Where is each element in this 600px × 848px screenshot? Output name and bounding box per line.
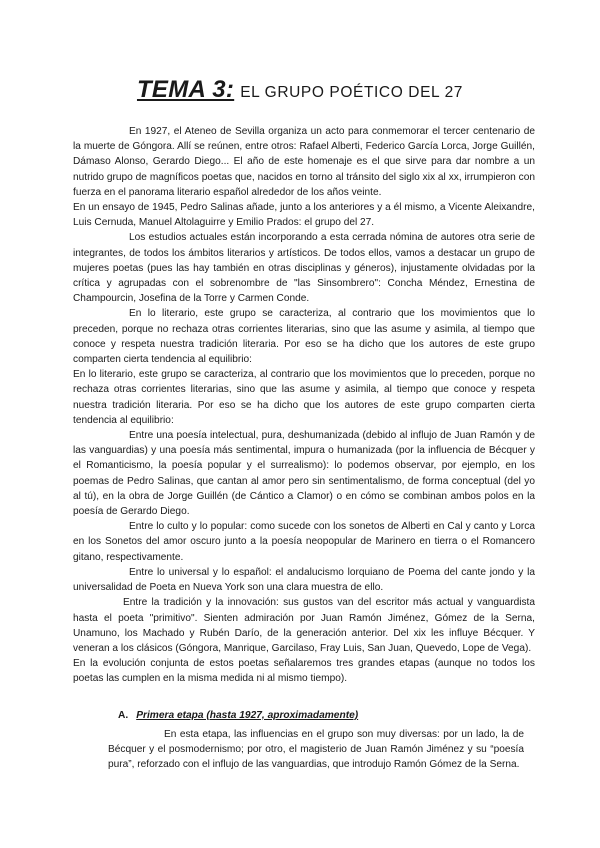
title-main: TEMA 3: [136,76,235,103]
section-title: Primera etapa (hasta 1927, aproximadamente) [136,710,359,721]
document-body [73,124,535,687]
paragraph: En esta etapa, las influencias en el grupo son muy diversas: por un lado, la de Bécquer y el posmodernismo; por otro, el magisterio de Juan Ramón Jiménez y su “poesía pura”, reforzado con el influjo de las vanguardias, que introdujo Ramón Gómez de la Serna. [108,729,524,771]
section-letter: A. [118,710,129,721]
paragraph: Entre una poesía intelectual, pura, deshumanizada (debido al influjo de Juan Ramón y de las vanguardias) y una poesía más sentimental, impura o humanizada (por la influencia de Bécquer y el Romanticismo, la poesía popular y el surrealismo): lo podemos observar, por ejemplo, en los poemas de Pedro Salinas, que cantan al amor pero sin sentimentalismo, de forma conceptual (del yo al tú), en la obra de Jorge Guillén (de Cántico a Clamor) o en cómo se combinan ambos polos en la poesía de Gerardo Diego. [73,430,535,518]
paragraph: Entre lo culto y lo popular: como sucede con los sonetos de Alberti en Cal y canto y Lorca en los Sonetos del amor oscuro junto a la poesía neopopular de Marinero en tierra o el Romancero gitano, respectivamente. [73,521,535,563]
page-title [0,76,600,107]
title-subtitle: EL GRUPO POÉTICO DEL 27 [240,84,464,101]
paragraph: Los estudios actuales están incorporando a esta cerrada nómina de autores otra serie de integrantes, de todos los ámbitos literarios y artísticos. De todos ellos, vamos a destacar un grupo de mujeres poetas (pues las hay también en otras disciplinas y géneros), injustamente olvidadas por la crítica y agrupadas con el sobrenombre de "las Sinsombrero": Concha Méndez, Ernestina de Champourcin, Josefina de la Torre y Carmen Conde. [73,232,535,305]
paragraph: En la evolución conjunta de estos poetas señalaremos tres grandes etapas (aunque no todos los poetas las cumplen en la misma medida ni al mismo tiempo). [73,658,535,685]
paragraph: En lo literario, este grupo se caracteriza, al contrario que los movimientos que lo preceden, porque no rechaza otras corrientes literarias, sino que las asume y asimila, al tiempo que conoce y respeta nuestra tradición literaria. Por eso se ha dicho que los autores de este grupo comparten cierta tendencia al equilibrio: [73,369,535,426]
paragraph: En un ensayo de 1945, Pedro Salinas añade, junto a los anteriores y a él mismo, a Vicente Aleixandre, Luis Cernuda, Manuel Altolaguirre y Emilio Prados: el grupo del 27. [73,202,535,229]
paragraph: En 1927, el Ateneo de Sevilla organiza un acto para conmemorar el tercer centenario de la muerte de Góngora. Allí se reúnen, entre otros: Rafael Alberti, Federico García Lorca, Jorge Guillén, Dámaso Alonso, Gerardo Diego... El año de este homenaje es el que sirve para dar nombre a un nutrido grupo de magníficos poetas que, nacidos en torno al tránsito del siglo xix al xx, irrumpieron con fuerza en el panorama literario español alrededor de los años veinte. [73,126,535,198]
paragraph: Entre la tradición y la innovación: sus gustos van del escritor más actual y vanguardista hasta el poeta "primitivo". Sienten admiración por Juan Ramón Jiménez, Gómez de la Serna, Unamuno, los Machado y Rubén Darío, de la generación anterior. Del xix les influye Bécquer. Y veneran a los clásicos (Góngora, Manrique, Garcilaso, Fray Luis, San Juan, Quevedo, Lope de Vega). [73,597,535,654]
section-heading-a [118,710,358,721]
section-a-body [108,727,524,773]
paragraph: Entre lo universal y lo español: el andalucismo lorquiano de Poema del cante jondo y la universalidad de Poeta en Nueva York son una clara muestra de ello. [73,566,535,594]
paragraph: En lo literario, este grupo se caracteriza, al contrario que los movimientos que lo preceden, porque no rechaza otras corrientes literarias, sino que las asume y asimila, al tiempo que conoce y respeta nuestra tradición literaria. Por eso se ha dicho que los autores de este grupo comparten cierta tendencia al equilibrio: [73,308,535,366]
